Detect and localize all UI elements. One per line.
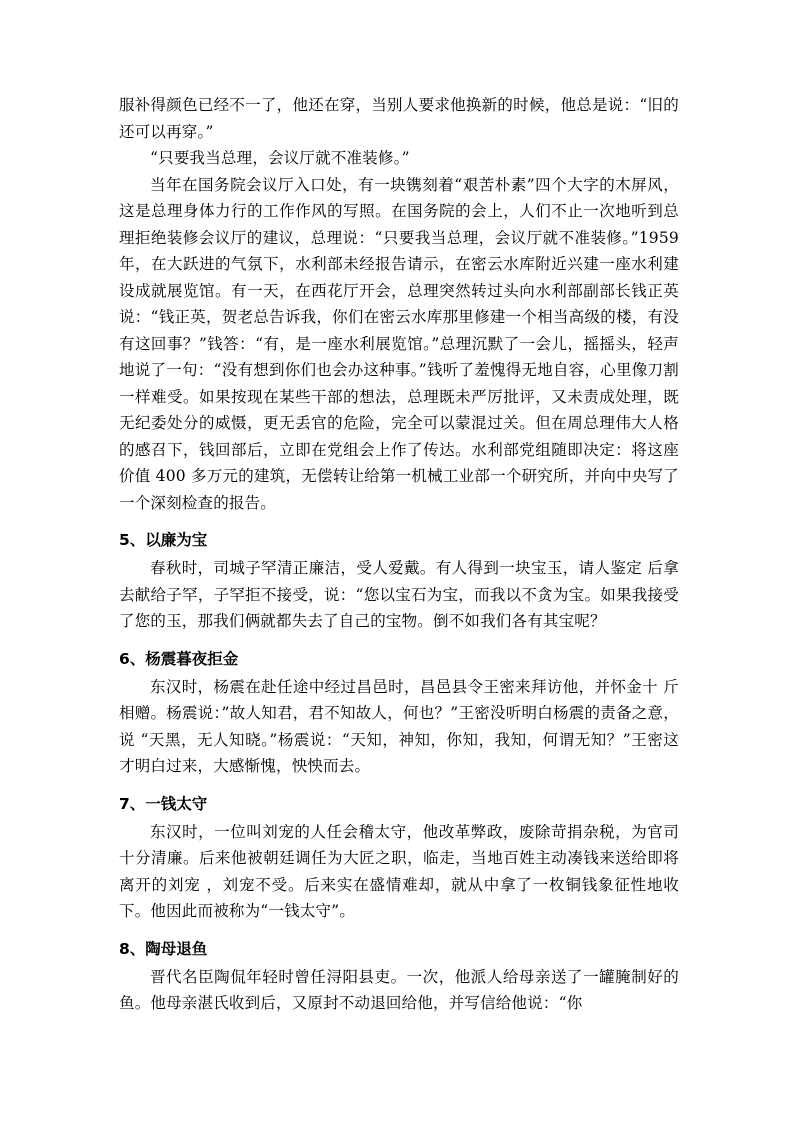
section-heading-5: 5、以廉为宝 <box>119 531 208 549</box>
long-paragraph: 当年在国务院会议厅入口处，有一块镌刻着“艰苦朴素”四个大字的木屏风，这是总理身体力行的工作作风的写照。在国务院的会上，人们不止一次地听到总理拒绝装修会议厅的建议，总理说：“只要我当总理，会议厅就不准装修。”1959年，在大跃进的气氛下，水利部未经报告请示，在密云水库附近兴建一座水利建设成就展览馆。有一天，在西花厅开会，总理突然转过头向水利部副部长钱正英说：“钱正英，贺老总告诉我，你们在密云水库那里修建一个相当高级的楼，有没有这回事？”钱答：“有，是一座水利展览馆。”总理沉默了一会儿，摇摇头，轻声地说了一句：“没有想到你们也会办这种事。”钱听了羞愧得无地自容，心里像刀割一样难受。如果按现在某些干部的想法，总理既未严厉批评，又未责成处理，既无纪委处分的威慑，更无丢官的危险，完全可以蒙混过关。但在周总理伟大人格的感召下，钱回部后，立即在党组会上作了传达。水利部党组随即决定：将这座价值 400 多万元的建筑，无偿转让给第一机械工业部一个研究所，并向中央写了一个深刻检查的报告。 <box>119 175 679 512</box>
section-heading-6: 6、杨震暮夜拒金 <box>119 649 239 668</box>
document-body <box>119 92 679 1017</box>
quote-line: “只要我当总理，会议厅就不准装修。” <box>150 149 410 167</box>
section-paragraph-5: 春秋时，司城子罕清正廉洁，受人爱戴。有人得到一块宝玉，请人鉴定 后拿去献给子罕，子罕拒不接受，说：“您以宝石为宝，而我以不贪为宝。如果我接受了您的玉，那我们俩就都失去了自己的宝物。倒不如我们各有其宝呢？ <box>119 559 679 630</box>
section-paragraph-7: 东汉时，一位叫刘宠的人任会稽太守，他改革弊政，废除苛捐杂税，为官司 十分清廉。后来他被朝廷调任为大匠之职，临走，当地百姓主动凑钱来送给即将离开的刘宠 ，刘宠不受。后来实在盛情难却，就从中拿了一枚铜钱象征性地收下。他因此而被称为“一钱太守”。 <box>119 822 679 920</box>
opening-paragraph: 服补得颜色已经不一了，他还在穿，当别人要求他换新的时候，他总是说：“旧的还可以再穿。” <box>119 96 679 141</box>
section-paragraph-8: 晋代名臣陶侃年轻时曾任浔阳县吏。一次，他派人给母亲送了一罐腌制好的鱼。他母亲湛氏收到后，又原封不动退回给他，并写信给他说：“你 <box>119 967 679 1012</box>
section-heading-7: 7、一钱太守 <box>119 794 208 813</box>
section-heading-8: 8、陶母退鱼 <box>119 939 208 958</box>
section-paragraph-6: 东汉时，杨震在赴任途中经过昌邑时，昌邑县令王密来拜访他，并怀金十 斤相赠。杨震说：”故人知君，君不知故人，何也？”王密没听明白杨震的责备之意，说 “天黑，无人知晓。”杨震说：“天知，神知，你知，我知，何谓无知？”王密这才明白过来，大感惭愧，怏怏而去。 <box>119 677 679 775</box>
